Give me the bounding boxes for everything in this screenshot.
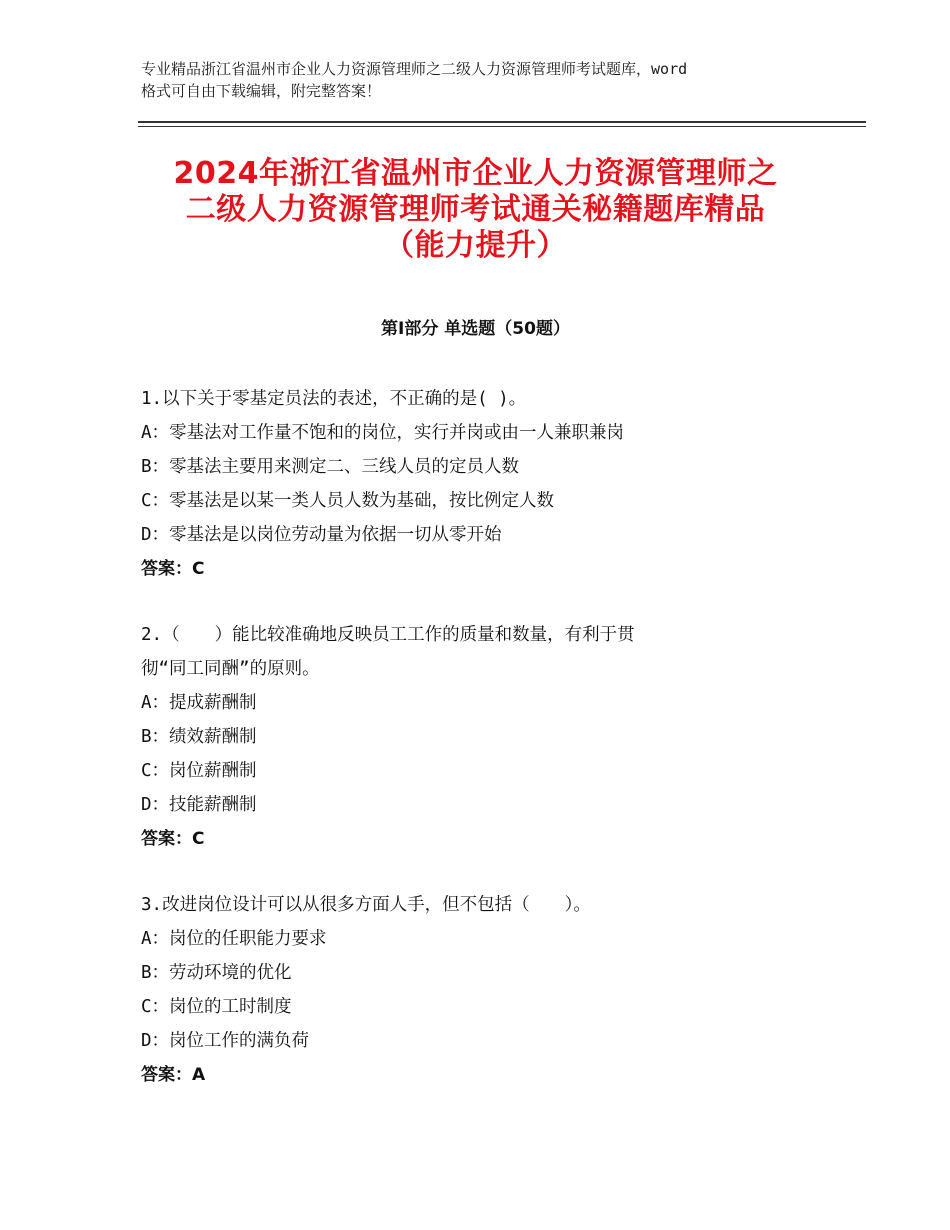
document-title-line-3: （能力提升）: [384, 228, 567, 263]
option-d: D：技能薪酬制: [141, 795, 257, 815]
option-c: C：岗位薪酬制: [141, 761, 257, 781]
header-note-line-1: 专业精品浙江省温州市企业人力资源管理师之二级人力资源管理师考试题库，word: [141, 60, 688, 78]
section-title: 第Ⅰ部分 单选题（50题）: [381, 319, 570, 339]
question-list: [141, 382, 781, 1124]
question-stem: 3.改进岗位设计可以从很多方面人手，但不包括（ ）。: [141, 895, 591, 915]
option-a: A：零基法对工作量不饱和的岗位，实行并岗或由一人兼职兼岗: [141, 423, 625, 443]
option-d: D：岗位工作的满负荷: [141, 1031, 310, 1051]
answer: 答案：C: [141, 559, 205, 579]
option-a: A：岗位的任职能力要求: [141, 929, 327, 949]
option-c: C：零基法是以某一类人员人数为基础，按比例定人数: [141, 491, 555, 511]
question-stem: 2.（ ）能比较准确地反映员工工作的质量和数量，有利于贯: [141, 625, 635, 645]
answer: 答案：C: [141, 829, 205, 849]
question-stem: 1.以下关于零基定员法的表述，不正确的是( )。: [141, 389, 527, 409]
document-title: [138, 156, 813, 264]
option-b: B：劳动环境的优化: [141, 963, 292, 983]
question-stem-continued: 彻“同工同酬”的原则。: [141, 659, 320, 679]
option-d: D：零基法是以岗位劳动量为依据一切从零开始: [141, 525, 502, 545]
document-title-line-1: 2024年浙江省温州市企业人力资源管理师之: [173, 156, 778, 191]
option-c: C：岗位的工时制度: [141, 997, 292, 1017]
header-note-line-2: 格式可自由下载编辑，附完整答案！: [141, 82, 382, 100]
question-1: [141, 382, 781, 586]
option-b: B：绩效薪酬制: [141, 727, 257, 747]
question-2: [141, 618, 781, 856]
question-3: [141, 888, 781, 1092]
header-note: [141, 58, 831, 102]
option-b: B：零基法主要用来测定二、三线人员的定员人数: [141, 457, 520, 477]
document-title-line-2: 二级人力资源管理师考试通关秘籍题库精品: [185, 192, 766, 227]
answer: 答案：A: [141, 1065, 206, 1085]
header-rule-thick: [138, 121, 866, 123]
option-a: A：提成薪酬制: [141, 693, 257, 713]
header-rule-thin: [138, 126, 866, 127]
